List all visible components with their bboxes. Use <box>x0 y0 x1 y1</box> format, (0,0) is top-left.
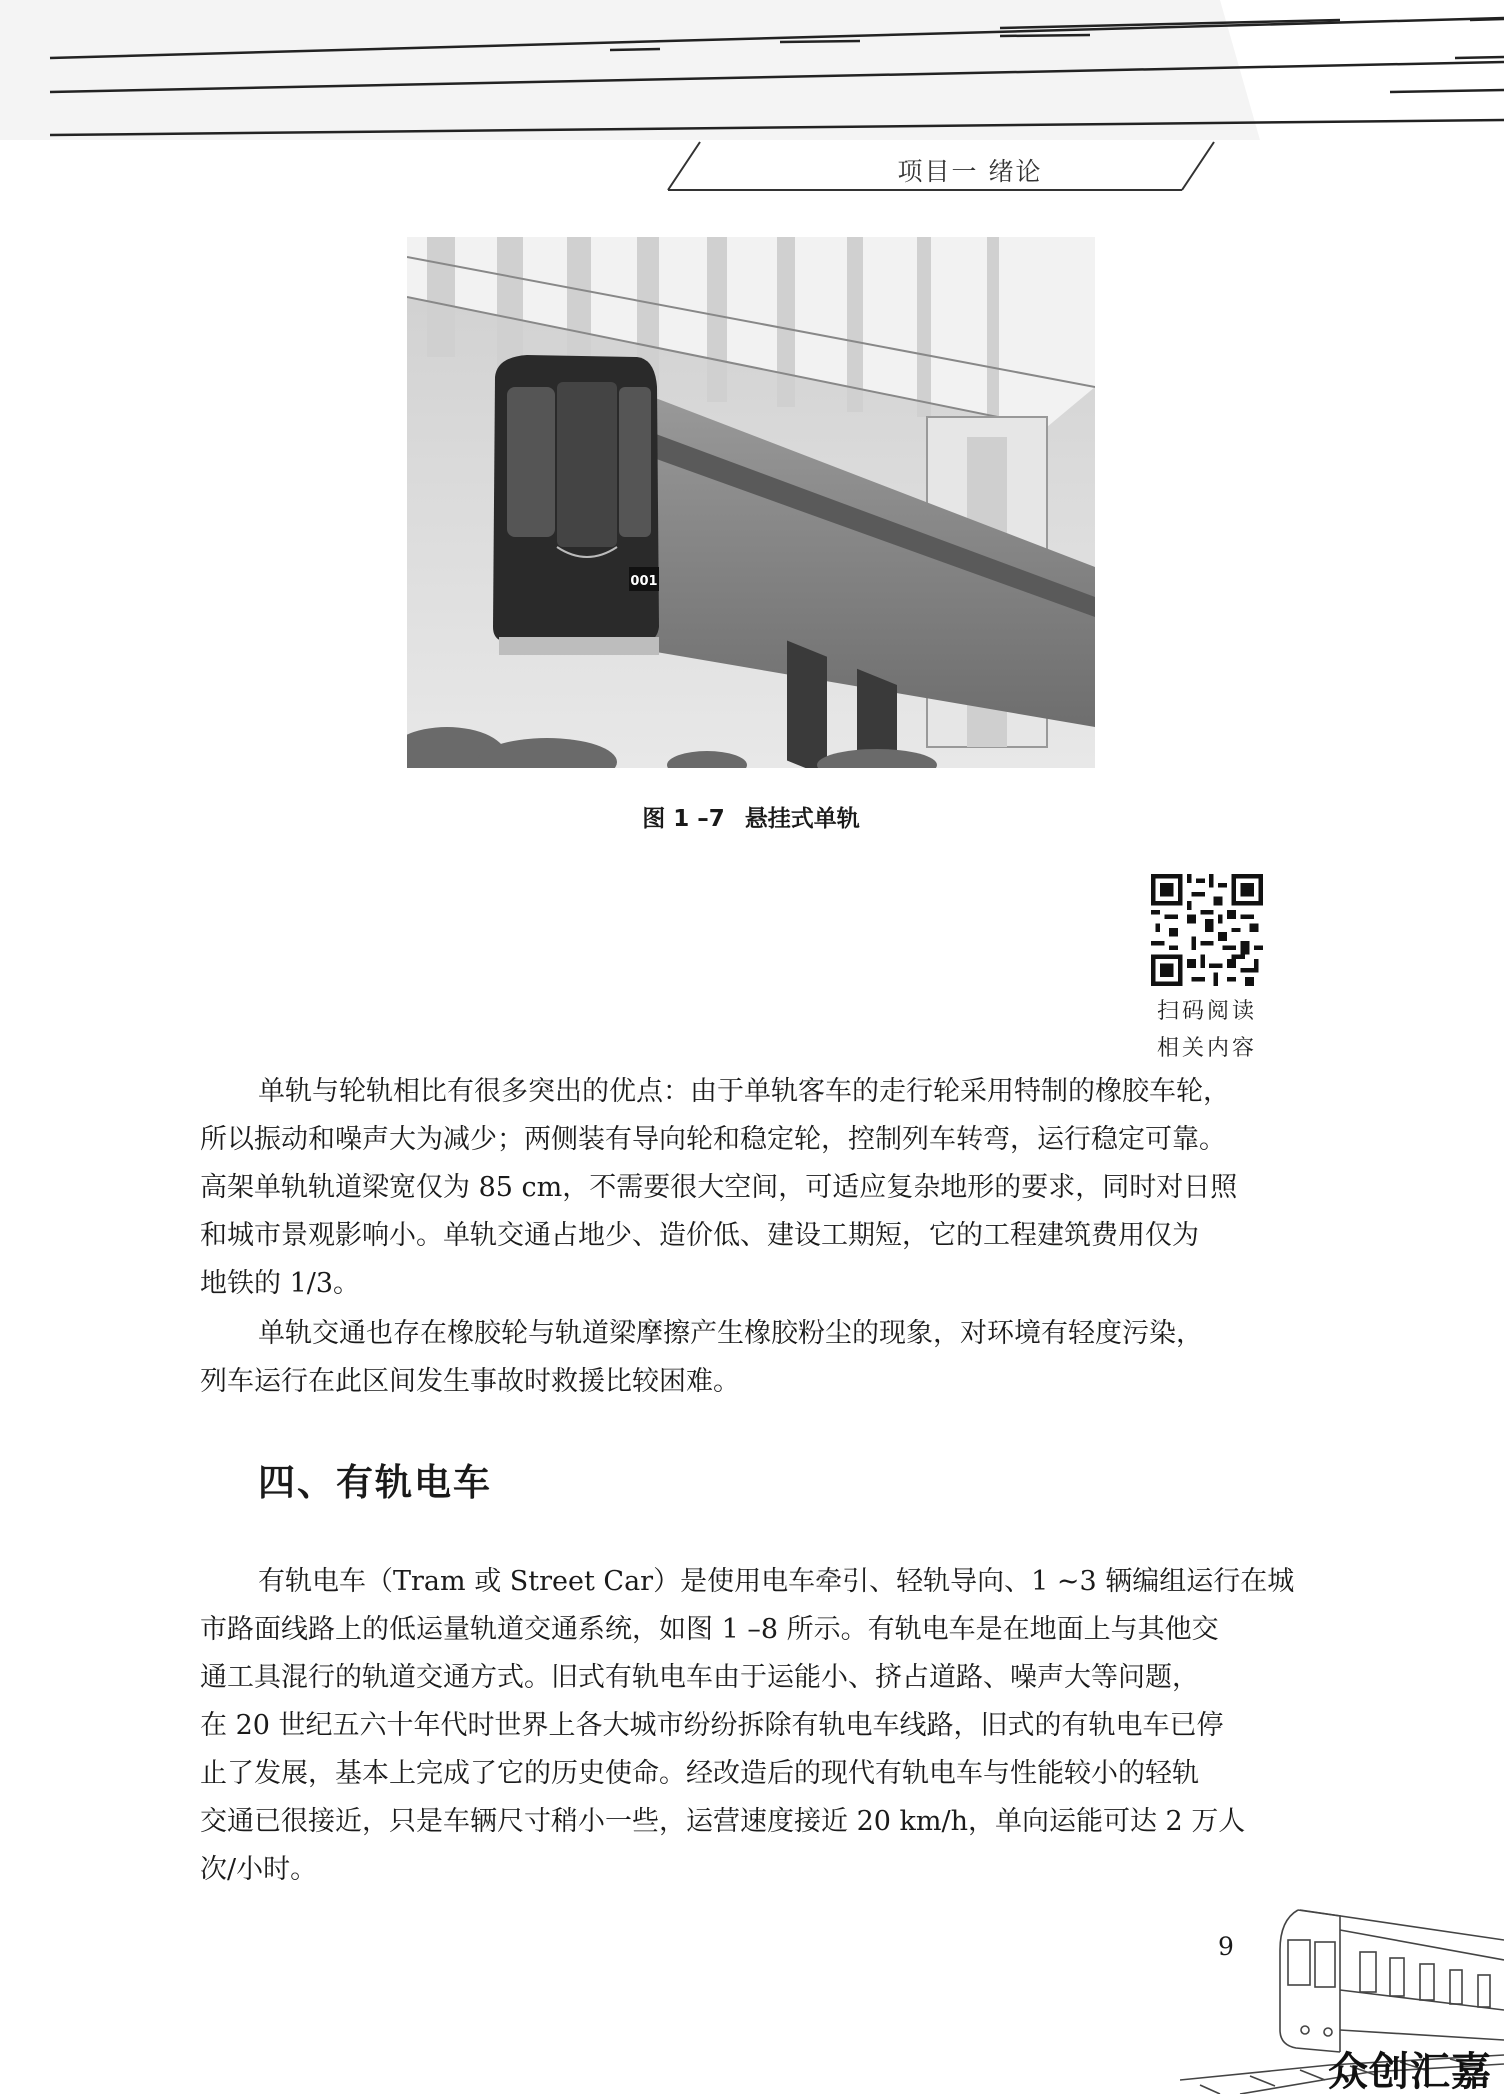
train-number-label: 001 <box>630 574 658 589</box>
qr-code[interactable] <box>1151 874 1263 986</box>
text-line: 有轨电车（Tram 或 Street Car）是使用电车牵引、轻轨导向、1 ~3 辆编组运行在城 <box>258 1566 1295 1597</box>
paragraph-monorail-advantages <box>200 1068 1300 1308</box>
figure-caption <box>407 800 1095 833</box>
qr-caption <box>1125 993 1289 1067</box>
paragraph-tram <box>200 1558 1300 1894</box>
text-line: 单轨与轮轨相比有很多突出的优点：由于单轨客车的走行轮采用特制的橡胶车轮， <box>258 1076 1230 1107</box>
page-number: 9 <box>1218 1932 1234 1961</box>
text-line: 在 20 世纪五六十年代时世界上各大城市纷纷拆除有轨电车线路，旧式的有轨电车已停 <box>200 1710 1224 1741</box>
section-heading: 四、有轨电车 <box>258 1461 492 1504</box>
running-header-title: 项目一 绪论 <box>897 157 1043 186</box>
qr-caption-line2: 相关内容 <box>1156 1036 1257 1061</box>
text-line: 止了发展，基本上完成了它的历史使命。经改造后的现代有轨电车与性能较小的轻轨 <box>200 1758 1199 1789</box>
publisher-watermark: 众创汇嘉 <box>1328 2049 1492 2095</box>
text-line: 交通已很接近，只是车辆尺寸稍小一些，运营速度接近 20 km/h，单向运能可达 2 万人 <box>200 1806 1246 1837</box>
text-line: 列车运行在此区间发生事故时救援比较困难。 <box>200 1366 740 1397</box>
text-line: 市路面线路上的低运量轨道交通系统，如图 1 –8 所示。有轨电车是在地面上与其他交 <box>200 1614 1219 1645</box>
text-line: 和城市景观影响小。单轨交通占地少、造价低、建设工期短，它的工程建筑费用仅为 <box>200 1220 1199 1251</box>
header-decoration <box>0 0 1504 210</box>
qr-caption-line1: 扫码阅读 <box>1156 999 1257 1024</box>
text-line: 次/小时。 <box>200 1854 318 1885</box>
figure-title: 悬挂式单轨 <box>744 806 860 832</box>
figure-photo-suspended-monorail <box>407 237 1095 768</box>
text-line: 地铁的 1/3。 <box>200 1268 361 1299</box>
text-line: 高架单轨轨道梁宽仅为 85 cm，不需要很大空间，可适应复杂地形的要求，同时对日照 <box>200 1172 1238 1203</box>
paragraph-monorail-disadvantages <box>200 1310 1300 1406</box>
text-line: 单轨交通也存在橡胶轮与轨道梁摩擦产生橡胶粉尘的现象，对环境有轻度污染， <box>258 1318 1203 1349</box>
text-line: 所以振动和噪声大为减少；两侧装有导向轮和稳定轮，控制列车转弯，运行稳定可靠。 <box>200 1124 1226 1155</box>
figure-number: 图 1 –7 <box>642 806 725 832</box>
text-line: 通工具混行的轨道交通方式。旧式有轨电车由于运能小、挤占道路、噪声大等问题， <box>200 1662 1199 1693</box>
